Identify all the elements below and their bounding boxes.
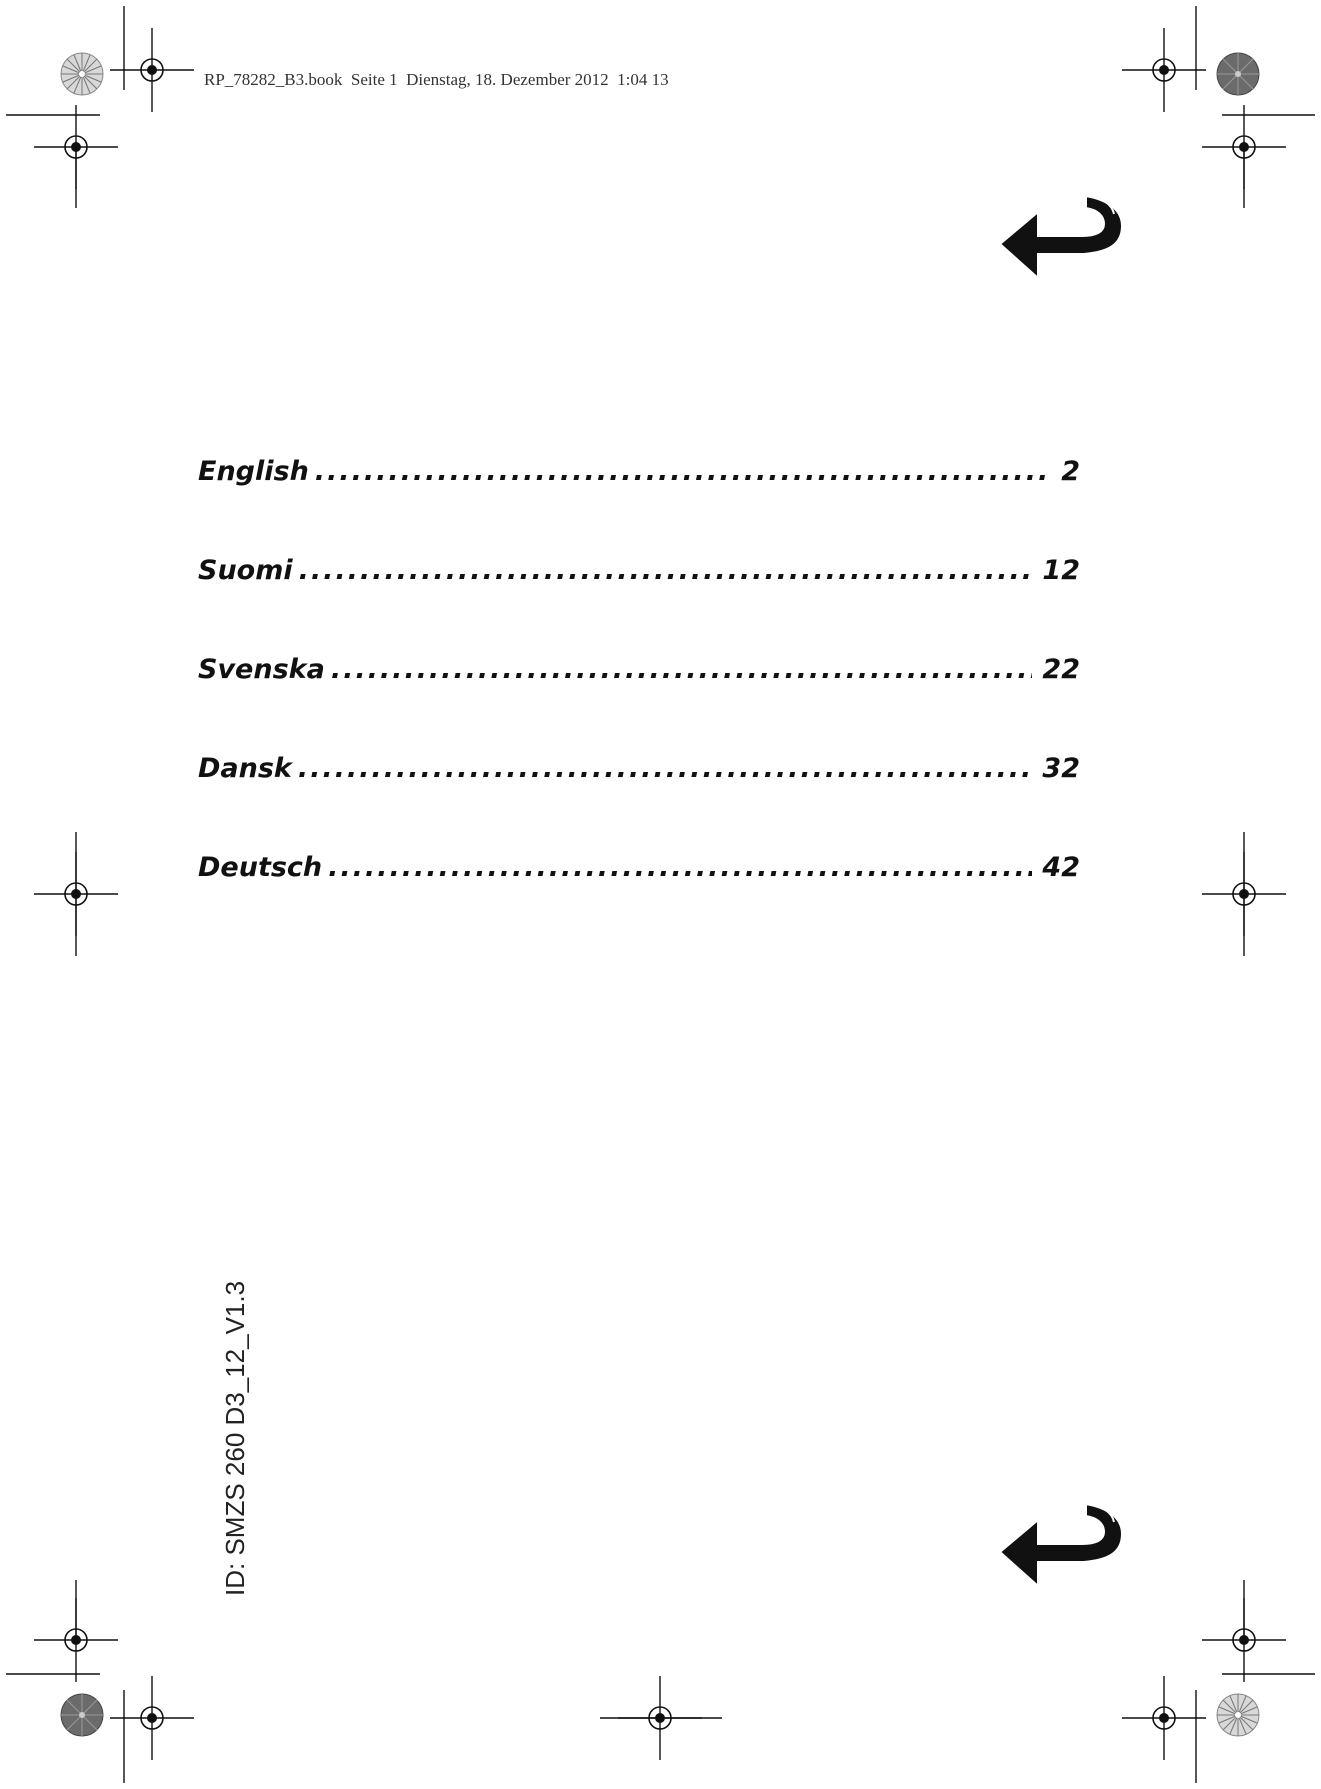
color-wheel-icon [61, 53, 103, 95]
color-wheel-icon [1217, 1694, 1259, 1736]
registration-mark-icon [110, 1676, 194, 1760]
toc-leader-dots [328, 852, 1032, 883]
color-wheel-icon [1217, 53, 1259, 95]
toc-entry-svenska[interactable] [198, 654, 1080, 753]
toc-entry-english[interactable] [198, 456, 1080, 555]
toc-language: Dansk [198, 753, 292, 784]
registration-mark-icon [110, 28, 194, 112]
toc-page-number: 42 [1042, 852, 1080, 883]
toc-language: Suomi [198, 555, 293, 586]
toc-language: English [198, 456, 309, 487]
toc-page-number: 12 [1042, 555, 1080, 586]
registration-mark-icon [1122, 1676, 1206, 1760]
toc-page-number: 32 [1042, 753, 1080, 784]
toc-leader-dots [298, 753, 1033, 784]
toc-leader-dots [315, 456, 1051, 487]
toc-leader-dots [299, 555, 1033, 586]
toc-entry-dansk[interactable] [198, 753, 1080, 852]
toc-entry-deutsch[interactable] [198, 852, 1080, 951]
page-turn-arrow-icon [998, 1500, 1124, 1594]
print-slug-header: RP_78282_B3.book Seite 1 Dienstag, 18. Dezember 2012 1:04 13 [204, 70, 669, 89]
registration-mark-icon [1122, 28, 1206, 112]
toc-page-number: 22 [1042, 654, 1080, 685]
toc-language: Deutsch [198, 852, 323, 883]
table-of-contents [198, 456, 1080, 951]
toc-leader-dots [331, 654, 1033, 685]
toc-entry-suomi[interactable] [198, 555, 1080, 654]
toc-language: Svenska [198, 654, 325, 685]
document-id-label: ID: SMZS 260 D3_12_V1.3 [220, 1280, 250, 1596]
page-turn-arrow-icon [998, 192, 1124, 286]
color-wheel-icon [61, 1694, 103, 1736]
toc-page-number: 2 [1061, 456, 1080, 487]
